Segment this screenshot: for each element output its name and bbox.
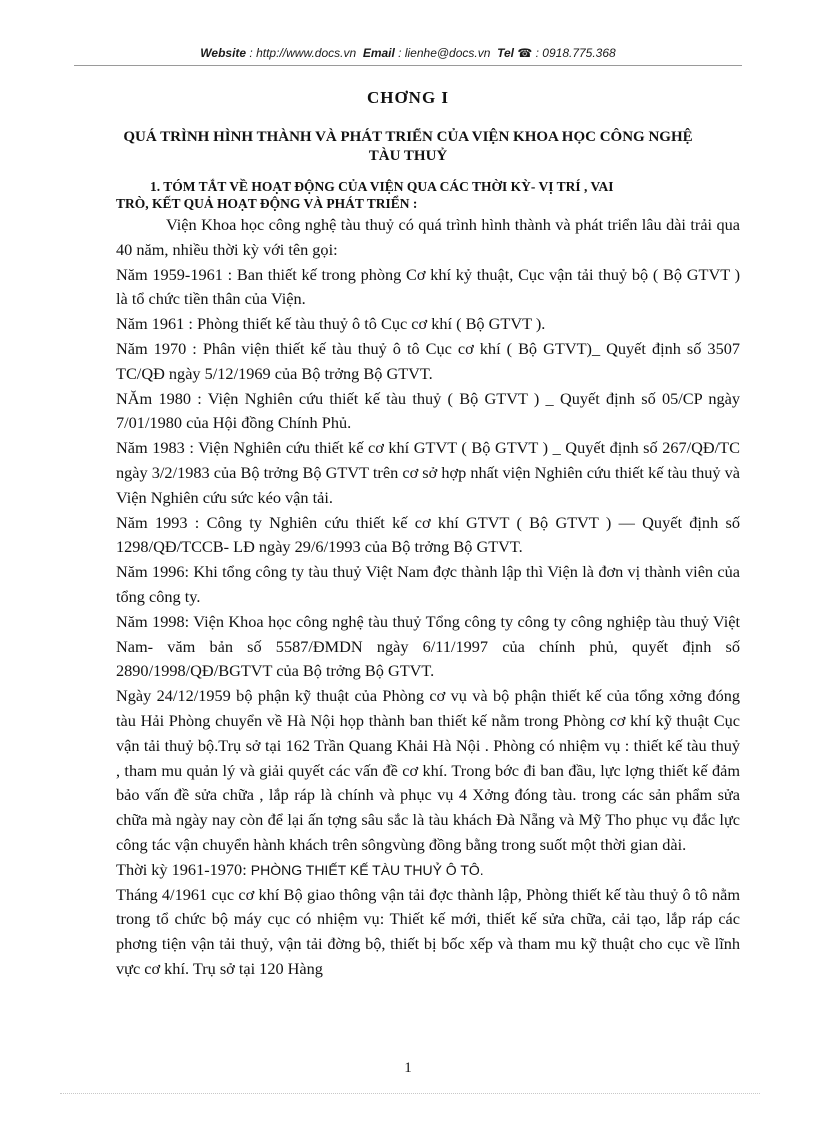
section-heading: [116, 178, 746, 212]
footer-divider: [60, 1093, 760, 1094]
tel-number: : 0918.775.368: [535, 46, 616, 60]
paragraph-period: [116, 858, 740, 883]
section-heading-line2: TRÒ, KẾT QUẢ HOẠT ĐỘNG VÀ PHÁT TRIỂN :: [116, 196, 418, 211]
paragraph-1996: Năm 1996: Khi tổng công ty tàu thuỷ Việt Nam đợc thành lập thì Viện là đơn vị thành viên của tổng công ty.: [116, 562, 740, 606]
tel-label: Tel: [497, 46, 514, 60]
paragraph-intro: Viện Khoa học công nghệ tàu thuỷ có quá trình hình thành và phát triển lâu dài trải qua 40 năm, nhiều thời kỳ với tên gọi:: [116, 215, 740, 259]
document-body: [116, 213, 740, 982]
paragraph-1961: Năm 1961 : Phòng thiết kế tàu thuỷ ô tô Cục cơ khí ( Bộ GTVT ).: [116, 314, 546, 334]
paragraph-1970: Năm 1970 : Phân viện thiết kế tàu thuỷ ô tô Cục cơ khí ( Bộ GTVT)_ Quyết định số 3507 TC/QĐ ngày 5/12/1969 của Bộ trởng Bộ GTVT.: [116, 338, 740, 383]
email-label: Email: [362, 46, 395, 60]
period-label: Thời kỳ 1961-1970:: [116, 859, 251, 879]
chapter-title: QUÁ TRÌNH HÌNH THÀNH VÀ PHÁT TRIỂN CỦA VIỆN KHOA HỌC CÔNG NGHỆ TÀU THUỶ: [123, 129, 693, 164]
email-address: : lienhe@docs.vn: [398, 46, 491, 60]
paragraph-1959: Năm 1959-1961 : Ban thiết kế trong phòng Cơ khí kỷ thuật, Cục vận tải thuỷ bộ ( Bộ GTVT ) là tổ chức tiền thân của Viện.: [116, 264, 740, 309]
chapter-heading: CHƠNG I: [366, 88, 450, 107]
paragraph-1983: Năm 1983 : Viện Nghiên cứu thiết kế cơ khí GTVT ( Bộ GTVT ) _ Quyết định số 267/QĐ/TC ngày 3/2/1983 của Bộ trởng Bộ GTVT trên cơ sở hợp nhất viện Nghiên cứu thiết kế tàu thuỷ và Viện Nghiên cứu sức kéo vận tải.: [116, 438, 740, 507]
paragraph-history: Ngày 24/12/1959 bộ phận kỹ thuật của Phòng cơ vụ và bộ phận thiết kế của tổng xởng đóng tàu Hải Phòng chuyển về Hà Nội họp thành ban thiết kế nằm trong Phòng cơ khí kỹ thuật Cục vận tải thuỷ bộ.Trụ sở tại 162 Trần Quang Khải Hà Nội . Phòng có nhiệm vụ : thiết kế tàu thuỷ , tham mu quản lý và giải quyết các vấn đề cơ khí. Trong bớc đi ban đầu, lực lợng thiết kế đảm bảo vấn đề sửa chữa , lắp ráp là chính và phục vụ 4 Xởng đóng tàu. trong các sản phẩm sửa chữa mà ngày nay còn để lại ấn tợng sâu sắc là tàu khách Đà Nẵng và Mỹ Tho phục vụ đắc lực công tác vận chuyển hành khách trên sôngvùng đồng bằng trong suốt một thời gian dài.: [116, 686, 740, 854]
website-label: Website: [200, 46, 247, 60]
page-number: 1: [404, 1060, 412, 1076]
paragraph-1993: Năm 1993 : Công ty Nghiên cứu thiết kế cơ khí GTVT ( Bộ GTVT ) — Quyết định số 1298/QĐ/TCCB- LĐ ngày 29/6/1993 của Bộ trởng Bộ GTVT.: [116, 512, 740, 557]
phone-icon: ☎: [517, 46, 533, 60]
section-heading-line1: 1. TÓM TẮT VỀ HOẠT ĐỘNG CỦA VIỆN QUA CÁC THỜI KỲ- VỊ TRÍ , VAI: [150, 179, 614, 194]
website-url: : http://www.docs.vn: [249, 46, 357, 60]
paragraph-1998: Năm 1998: Viện Khoa học công nghệ tàu thuỷ Tổng công ty công ty công nghiệp tàu thuỷ Việt Nam- văm bản số 5587/ĐMDN ngày 6/11/1997 của chính phủ, quyết định số 2890/1998/QĐ/BGTVT của Bộ trởng Bộ GTVT.: [116, 611, 740, 681]
paragraph-1980: NĂm 1980 : Viện Nghiên cứu thiết kế tàu thuỷ ( Bộ GTVT ) _ Quyết định số 05/CP ngày 7/01/1980 của Hội đồng Chính Phủ.: [116, 388, 740, 433]
period-title: PHÒNG THIẾT KẾ TÀU THUỶ Ô TÔ.: [250, 861, 484, 878]
site-header: [0, 46, 816, 60]
header-divider: [74, 65, 742, 66]
paragraph-april-1961: Tháng 4/1961 cục cơ khí Bộ giao thông vận tải đợc thành lập, Phòng thiết kế tàu thuỷ ô tô nằm trong tổ chức bộ máy cục có nhiệm vụ: Thiết kế mới, thiết kế sửa chữa, cải tạo, lắp ráp các phơng tiện vận tải thuỷ, vận tải đờng bộ, thiết bị bốc xếp và tham mu kỹ thuật cho cục về lĩnh vực cơ khí. Trụ sở tại 120 Hàng: [116, 884, 740, 978]
